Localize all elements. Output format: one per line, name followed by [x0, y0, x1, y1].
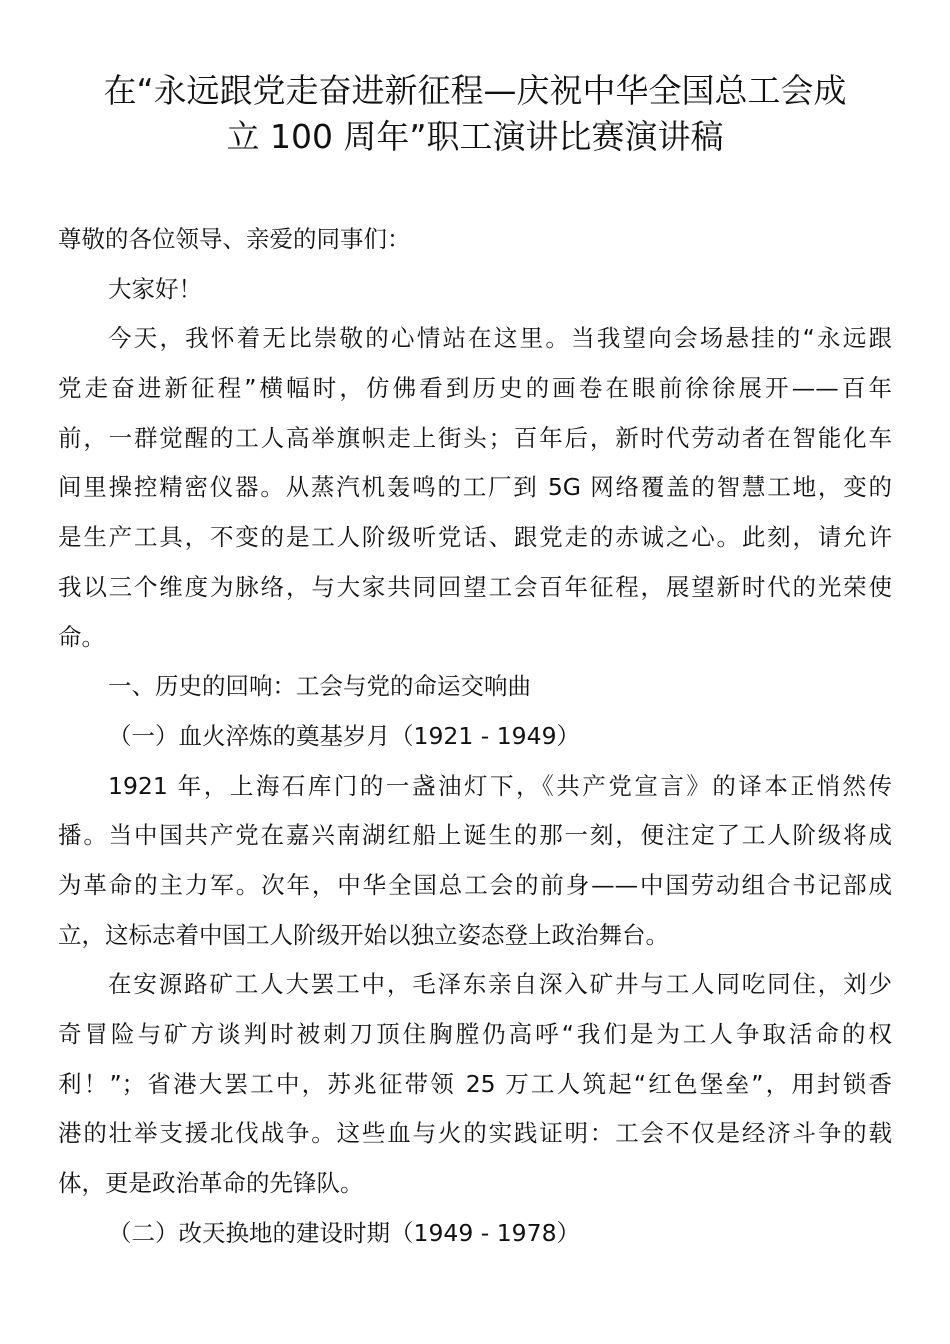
paragraph-line: 利！”；省港大罢工中，苏兆征带领 25 万工人筑起“红色堡垒”，用封锁香	[58, 1069, 892, 1098]
paragraph-line: 今天，我怀着无比崇敬的心情站在这里。当我望向会场悬挂的“永远跟	[108, 324, 892, 353]
document-title	[56, 68, 894, 160]
salutation: 尊敬的各位领导、亲爱的同事们：	[58, 225, 411, 253]
paragraph-line: 在安源路矿工人大罢工中，毛泽东亲自深入矿井与工人同吃同住，刘少	[108, 970, 892, 999]
paragraph-line: 前，一群觉醒的工人高举旗帜走上街头；百年后，新时代劳动者在智能化车	[58, 423, 892, 452]
paragraph-line: 播。当中国共产党在嘉兴南湖红船上诞生的那一刻，便注定了工人阶级将成	[58, 821, 892, 850]
title-line-1: 在“永远跟党走奋进新征程—庆祝中华全国总工会成	[103, 71, 847, 110]
title-line-2: 立 100 周年”职工演讲比赛演讲稿	[226, 117, 724, 156]
paragraph-intro	[58, 314, 892, 662]
paragraph-founding	[58, 762, 892, 961]
paragraph-line: 港的壮举支援北伐战争。这些血与火的实践证明：工会不仅是经济斗争的载	[58, 1119, 892, 1148]
paragraph-line: 奇冒险与矿方谈判时被刺刀顶住胸膛仍高呼“我们是为工人争取活命的权	[58, 1020, 892, 1048]
paragraph-line: 命。	[58, 622, 105, 651]
paragraph-line: 为革命的主力军。次年，中华全国总工会的前身——中国劳动组合书记部成	[58, 870, 892, 899]
paragraph-line: 1921 年，上海石库门的一盏油灯下，《共产党宣言》的译本正悄然传	[108, 771, 892, 800]
paragraph-line: 间里操控精密仪器。从蒸汽机轰鸣的工厂到 5G 网络覆盖的智慧工地，变的	[58, 473, 892, 502]
greeting: 大家好！	[108, 274, 202, 303]
subsection-heading-1: （一）血火淬炼的奠基岁月（1921 - 1949）	[108, 721, 581, 750]
paragraph-line: 立，这标志着中国工人阶级开始以独立姿态登上政治舞台。	[58, 920, 669, 949]
subsection-heading-2: （二）改天换地的建设时期（1949 - 1978）	[108, 1218, 581, 1247]
paragraph-line: 是生产工具，不变的是工人阶级听党话、跟党走的赤诚之心。此刻，请允许	[58, 523, 892, 552]
paragraph-strikes	[58, 960, 892, 1208]
paragraph-line: 体，更是政治革命的先锋队。	[58, 1169, 364, 1198]
document-body	[58, 215, 892, 1258]
paragraph-line: 我以三个维度为脉络，与大家共同回望工会百年征程，展望新时代的光荣使	[58, 572, 892, 601]
paragraph-line: 党走奋进新征程”横幅时，仿佛看到历史的画卷在眼前徐徐展开——百年	[58, 374, 892, 403]
section-heading-1: 一、历史的回响：工会与党的命运交响曲	[108, 672, 531, 701]
